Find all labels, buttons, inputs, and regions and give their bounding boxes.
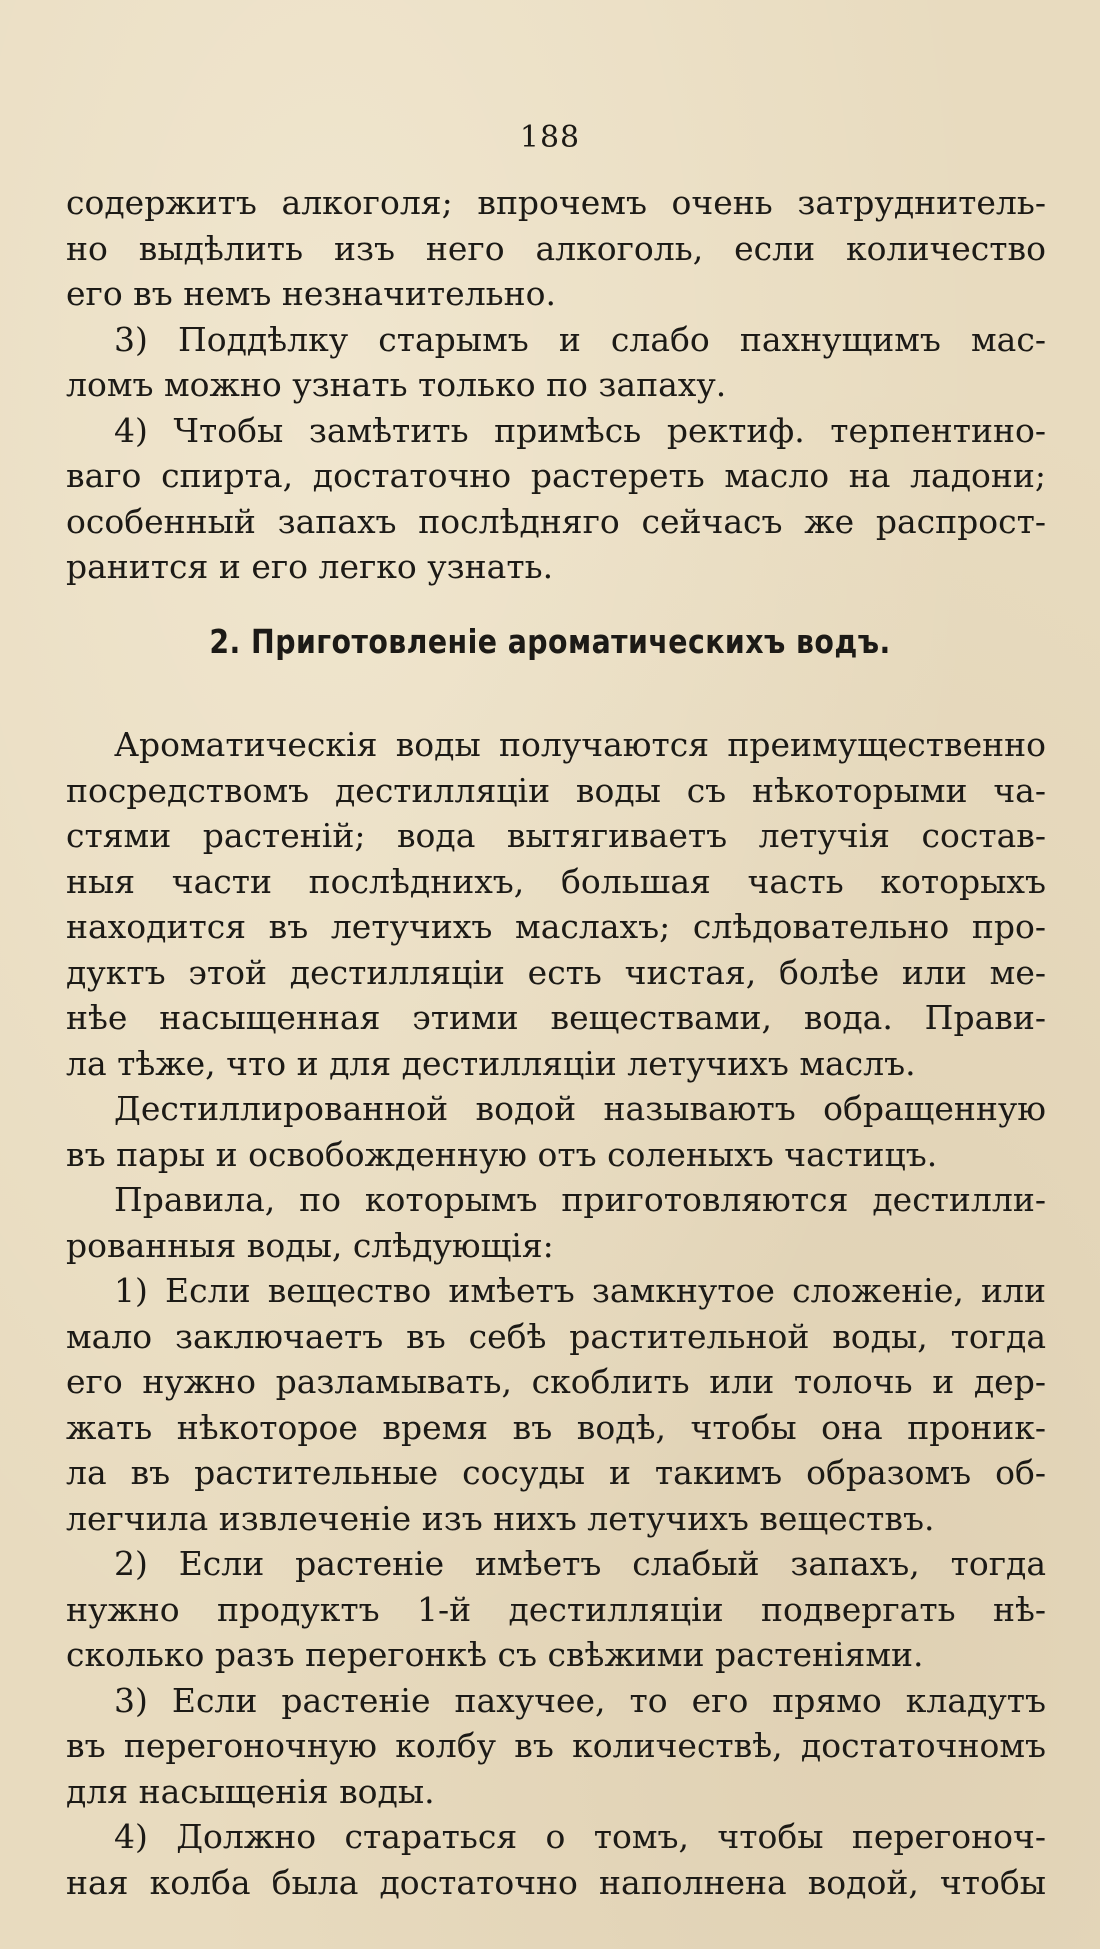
text-line: ла тѣже, что и для дестилляціи летучихъ маслъ.: [66, 1043, 916, 1083]
text-line: находится въ летучихъ маслахъ; слѣдовательно про-: [66, 907, 1046, 946]
text-line: нѣе насыщенная этими веществами, вода. Прави-: [66, 998, 1046, 1037]
text-line: 2) Если растеніе имѣетъ слабый запахъ, тогда: [114, 1544, 1046, 1583]
text-line: стями растеній; вода вытягиваетъ летучія состав-: [66, 816, 1046, 855]
text-line: ныя части послѣднихъ, большая часть которыхъ: [66, 861, 1046, 901]
page-number: 188: [519, 120, 581, 155]
text-line: ломъ можно узнать только по запаху.: [66, 365, 727, 404]
text-line: Ароматическія воды получаются преимущественно: [114, 725, 1046, 764]
text-line: нужно продуктъ 1-й дестилляціи подвергать нѣ-: [66, 1589, 1046, 1629]
text-line: 3) Поддѣлку старымъ и слабо пахнущимъ мас-: [114, 319, 1046, 359]
text-line: ла въ растительные сосуды и такимъ образомъ об-: [66, 1453, 1046, 1492]
section-heading: 2. Приготовленіе ароматическихъ водъ.: [209, 622, 891, 661]
text-line: его въ немъ незначительно.: [66, 274, 556, 313]
text-line: въ пары и освобожденную отъ соленыхъ частицъ.: [66, 1134, 938, 1174]
text-line: въ перегоночную колбу въ количествѣ, достаточномъ: [66, 1726, 1046, 1765]
text-line: жать нѣкоторое время въ водѣ, чтобы она проник-: [66, 1407, 1046, 1447]
text-line: дуктъ этой дестилляціи есть чистая, болѣе или ме-: [66, 952, 1046, 992]
text-line: 3) Если растеніе пахучее, то его прямо кладутъ: [114, 1680, 1046, 1720]
text-line: мало заключаетъ въ себѣ растительной воды, тогда: [66, 1316, 1046, 1356]
text-line: его нужно разламывать, скоблить или толочь и дер-: [66, 1362, 1046, 1401]
text-line: Дестиллированной водой называютъ обращенную: [114, 1089, 1046, 1128]
text-line: 4) Должно стараться о томъ, чтобы перегоноч-: [114, 1817, 1046, 1856]
text-line: ранится и его легко узнать.: [66, 547, 554, 586]
text-line: 1) Если вещество имѣетъ замкнутое сложеніе, или: [114, 1271, 1046, 1310]
text-line: ная колба была достаточно наполнена водой, чтобы: [66, 1862, 1046, 1902]
text-line: рованныя воды, слѣдующія:: [66, 1225, 554, 1265]
paragraph-block-top: [66, 180, 1046, 590]
text-line: содержитъ алкоголя; впрочемъ очень затруднитель-: [66, 183, 1046, 222]
paragraph-block-main: [66, 722, 1046, 1905]
text-line: но выдѣлить изъ него алкоголь, если количество: [66, 228, 1046, 268]
text-line: сколько разъ перегонкѣ съ свѣжими растеніями.: [66, 1635, 924, 1674]
text-line: особенный запахъ послѣдняго сейчасъ же распрост-: [66, 501, 1046, 541]
text-line: легчила извлеченіе изъ нихъ летучихъ веществъ.: [66, 1498, 935, 1538]
text-line: посредствомъ дестилляціи воды съ нѣкоторыми ча-: [66, 770, 1046, 810]
text-line: ваго спирта, достаточно растереть масло на ладони;: [66, 456, 1046, 495]
text-line: Правила, по которымъ приготовляются дестилли-: [114, 1180, 1046, 1219]
text-line: 4) Чтобы замѣтить примѣсь ректиф. терпентино-: [114, 410, 1046, 450]
text-line: для насыщенія воды.: [66, 1771, 435, 1811]
